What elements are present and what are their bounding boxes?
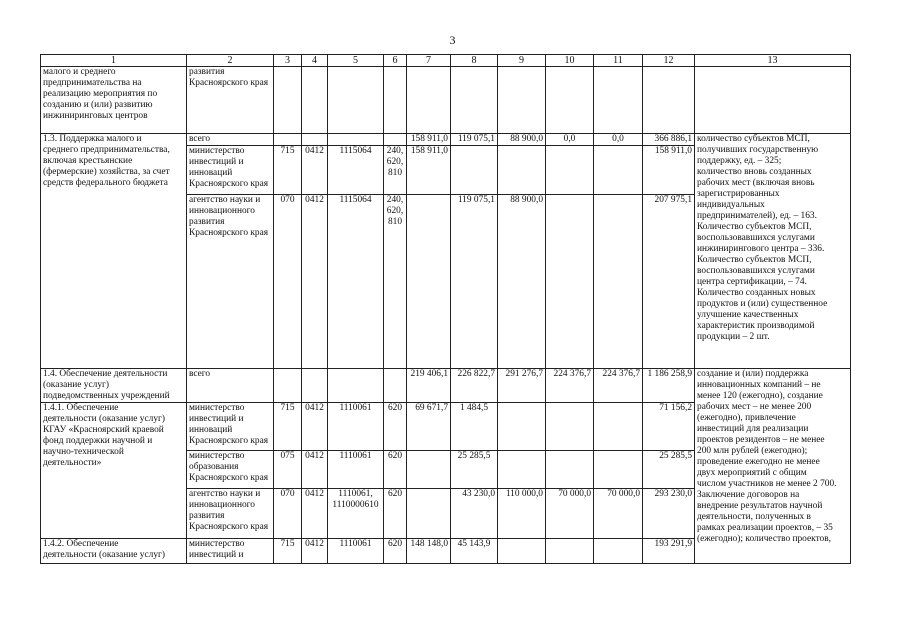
- rzpr-cell: 0412: [302, 195, 328, 369]
- executor-cell: министерство инвестиций и инноваций Красноярского края: [187, 403, 274, 451]
- event-name-cell: 1.3. Поддержка малого и среднего предпринимательства, включая крестьянские (фермерские) хозяйства, за счет средств федерального бюджета: [41, 134, 187, 369]
- header-cell: 10: [546, 55, 594, 67]
- vr-cell: 620: [384, 451, 407, 489]
- total-cell: 293 230,0: [643, 489, 695, 539]
- csr-cell: 1110061, 1110000610: [328, 489, 384, 539]
- amount-cell: [594, 539, 643, 564]
- grbs-cell: 715: [274, 539, 302, 564]
- amount-cell: [407, 489, 451, 539]
- amount-cell: [594, 67, 643, 134]
- header-cell: 11: [594, 55, 643, 67]
- header-cell: 4: [302, 55, 328, 67]
- csr-cell: 1110061: [328, 403, 384, 451]
- rzpr-cell: 0412: [302, 489, 328, 539]
- header-cell: 3: [274, 55, 302, 67]
- amount-cell: 224 376,7: [594, 369, 643, 403]
- header-cell: 8: [451, 55, 498, 67]
- event-name-cell: 1.4.2. Обеспечение деятельности (оказание услуг): [41, 539, 187, 564]
- header-cell: 13: [695, 55, 851, 67]
- amount-cell: 25 285,5: [451, 451, 498, 489]
- csr-cell: 1110061: [328, 539, 384, 564]
- amount-cell: 224 376,7: [546, 369, 594, 403]
- amount-cell: [546, 451, 594, 489]
- amount-cell: [594, 195, 643, 369]
- header-row: [41, 55, 851, 67]
- csr-cell: 1115064: [328, 146, 384, 195]
- total-cell: 1 186 258,9: [643, 369, 695, 403]
- total-cell: 25 285,5: [643, 451, 695, 489]
- amount-cell: [407, 67, 451, 134]
- amount-cell: 0,0: [546, 134, 594, 146]
- amount-cell: [594, 403, 643, 451]
- executor-cell: всего: [187, 134, 274, 146]
- amount-cell: 70 000,0: [546, 489, 594, 539]
- vr-cell: 620: [384, 539, 407, 564]
- result-cell: количество субъектов МСП, получивших государственную поддержку, ед. – 325; количество вновь созданных рабочих мест (включая вновь зарегистрированных индивидуальных предпринимателей), ед. – 163. Количество субъектов МСП, воспользовавшихся услугами инжинирингового центра – 336. Количество субъектов МСП, воспользовавшихся услугами центра сертификации, – 74. Количество созданных новых продуктов и (или) существенное улучшение качественных характеристик производимой продукции – 2 шт.: [695, 134, 851, 369]
- amount-cell: [546, 539, 594, 564]
- event-name-cell: 1.4.1. Обеспечение деятельности (оказание услуг) КГАУ «Красноярский краевой фонд поддержки научной и научно-технической деятельности»: [41, 403, 187, 539]
- total-cell: 207 975,1: [643, 195, 695, 369]
- budget-table: [40, 54, 851, 564]
- event-name-cell: малого и среднего предпринимательства на реализацию мероприятия по созданию и (или) развитию инжиниринговых центров: [41, 67, 187, 134]
- executor-cell: министерство образования Красноярского края: [187, 451, 274, 489]
- grbs-cell: [274, 67, 302, 134]
- vr-cell: 620: [384, 489, 407, 539]
- amount-cell: 1 484,5: [451, 403, 498, 451]
- amount-cell: [594, 146, 643, 195]
- rzpr-cell: 0412: [302, 451, 328, 489]
- amount-cell: 70 000,0: [594, 489, 643, 539]
- total-cell: 366 886,1: [643, 134, 695, 146]
- amount-cell: [498, 451, 546, 489]
- amount-cell: 226 822,7: [451, 369, 498, 403]
- amount-cell: 158 911,0: [407, 146, 451, 195]
- table-row: [41, 134, 851, 146]
- amount-cell: [498, 67, 546, 134]
- amount-cell: [407, 195, 451, 369]
- amount-cell: 219 406,1: [407, 369, 451, 403]
- vr-cell: 240, 620, 810: [384, 146, 407, 195]
- amount-cell: [498, 403, 546, 451]
- amount-cell: 0,0: [594, 134, 643, 146]
- amount-cell: [546, 403, 594, 451]
- executor-cell: агентство науки и инновационного развития Красноярского края: [187, 195, 274, 369]
- total-cell: 158 911,0: [643, 146, 695, 195]
- total-cell: [643, 67, 695, 134]
- amount-cell: [451, 67, 498, 134]
- grbs-cell: 715: [274, 146, 302, 195]
- amount-cell: 110 000,0: [498, 489, 546, 539]
- vr-cell: [384, 134, 407, 146]
- executor-cell: развития Красноярского края: [187, 67, 274, 134]
- amount-cell: [498, 146, 546, 195]
- amount-cell: [498, 539, 546, 564]
- rzpr-cell: 0412: [302, 403, 328, 451]
- header-cell: 1: [41, 55, 187, 67]
- header-cell: 6: [384, 55, 407, 67]
- table-row: [41, 369, 851, 403]
- vr-cell: 240, 620, 810: [384, 195, 407, 369]
- amount-cell: 291 276,7: [498, 369, 546, 403]
- total-cell: 71 156,2: [643, 403, 695, 451]
- executor-cell: всего: [187, 369, 274, 403]
- amount-cell: 43 230,0: [451, 489, 498, 539]
- header-cell: 5: [328, 55, 384, 67]
- rzpr-cell: 0412: [302, 539, 328, 564]
- result-cell: [695, 67, 851, 134]
- csr-cell: 1110061: [328, 451, 384, 489]
- executor-cell: министерство инвестиций и инноваций Красноярского края: [187, 146, 274, 195]
- amount-cell: [546, 195, 594, 369]
- grbs-cell: [274, 369, 302, 403]
- rzpr-cell: [302, 369, 328, 403]
- total-cell: 193 291,9: [643, 539, 695, 564]
- grbs-cell: 070: [274, 195, 302, 369]
- amount-cell: 88 900,0: [498, 195, 546, 369]
- vr-cell: 620: [384, 403, 407, 451]
- table-row: [41, 67, 851, 134]
- page-number: 3: [449, 33, 456, 47]
- event-name-cell: 1.4. Обеспечение деятельности (оказание услуг) подведомственных учреждений: [41, 369, 187, 403]
- amount-cell: [546, 146, 594, 195]
- csr-cell: [328, 369, 384, 403]
- executor-cell: министерство инвестиций и: [187, 539, 274, 564]
- rzpr-cell: [302, 67, 328, 134]
- executor-cell: агентство науки и инновационного развития Красноярского края: [187, 489, 274, 539]
- amount-cell: 119 075,1: [451, 134, 498, 146]
- amount-cell: [594, 451, 643, 489]
- grbs-cell: 070: [274, 489, 302, 539]
- amount-cell: 158 911,0: [407, 134, 451, 146]
- rzpr-cell: [302, 134, 328, 146]
- grbs-cell: 075: [274, 451, 302, 489]
- amount-cell: 88 900,0: [498, 134, 546, 146]
- grbs-cell: 715: [274, 403, 302, 451]
- amount-cell: [546, 67, 594, 134]
- header-cell: 12: [643, 55, 695, 67]
- amount-cell: 119 075,1: [451, 195, 498, 369]
- grbs-cell: [274, 134, 302, 146]
- vr-cell: [384, 369, 407, 403]
- csr-cell: [328, 67, 384, 134]
- header-cell: 9: [498, 55, 546, 67]
- amount-cell: 45 143,9: [451, 539, 498, 564]
- vr-cell: [384, 67, 407, 134]
- header-cell: 7: [407, 55, 451, 67]
- csr-cell: 1115064: [328, 195, 384, 369]
- amount-cell: [451, 146, 498, 195]
- amount-cell: [407, 451, 451, 489]
- amount-cell: 69 671,7: [407, 403, 451, 451]
- header-cell: 2: [187, 55, 274, 67]
- result-cell: создание и (или) поддержка инновационных компаний – не менее 120 (ежегодно), создание рабочих мест – не менее 200 (ежегодно), привлечение инвестиций для реализации проектов резидентов – не менее 200 млн рублей (ежегодно); проведение ежегодно не менее двух мероприятий с общим числом участников не менее 2 700. Заключение договоров на внедрение результатов научной деятельности, полученных в рамках реализации проектов, – 35 (ежегодно); количество проектов,: [695, 369, 851, 564]
- amount-cell: 148 148,0: [407, 539, 451, 564]
- csr-cell: [328, 134, 384, 146]
- rzpr-cell: 0412: [302, 146, 328, 195]
